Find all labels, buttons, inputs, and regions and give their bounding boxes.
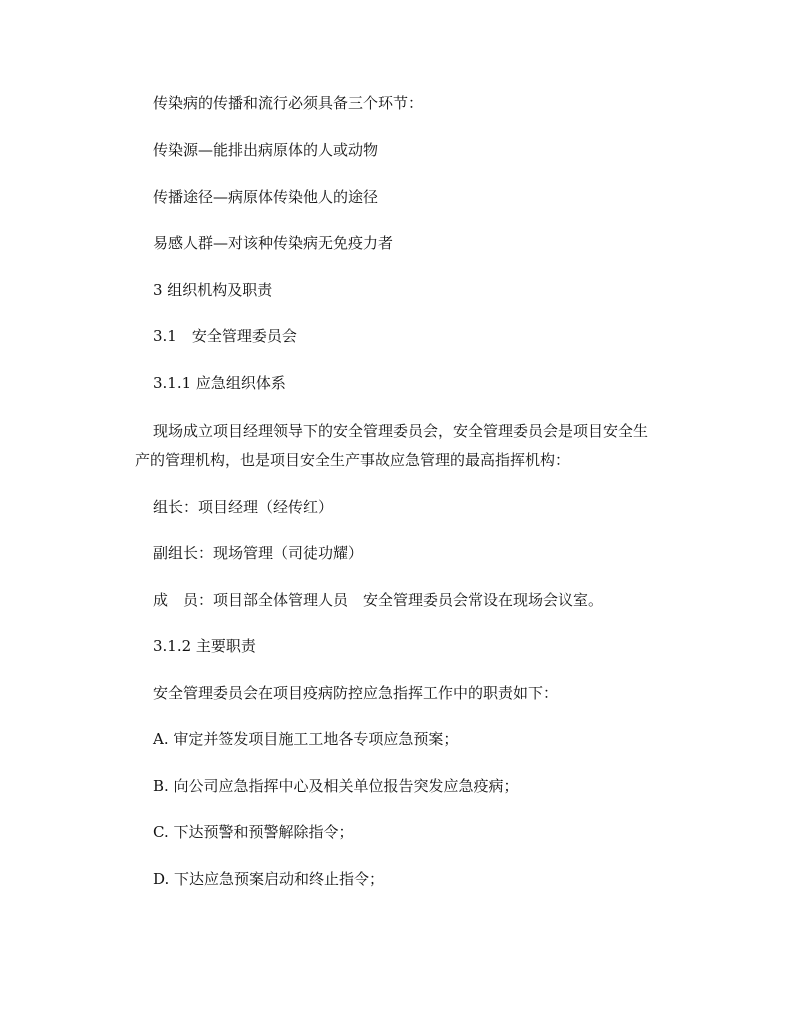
member-deputy-leader: 副组长：现场管理（司徒功耀） xyxy=(153,544,364,562)
transmission-route-line: 传播途径—病原体传染他人的途径 xyxy=(153,188,379,206)
duty-item-b: B. 向公司应急指挥中心及相关单位报告突发应急疫病； xyxy=(153,777,519,795)
duty-item-a: A. 审定并签发项目施工工地各专项应急预案； xyxy=(153,730,459,748)
committee-paragraph-line2: 产的管理机构，也是项目安全生产事故应急管理的最高指挥机构： xyxy=(135,451,571,469)
section-heading-3-1-1: 3.1.1 应急组织体系 xyxy=(153,374,286,392)
duty-item-c: C. 下达预警和预警解除指令； xyxy=(153,823,354,841)
member-staff: 成 员：项目部全体管理人员 安全管理委员会常设在现场会议室。 xyxy=(153,591,604,609)
committee-paragraph-line1: 现场成立项目经理领导下的安全管理委员会，安全管理委员会是项目安全生 xyxy=(153,422,649,440)
infection-source-line: 传染源—能排出病原体的人或动物 xyxy=(153,141,379,159)
transmission-conditions-line: 传染病的传播和流行必须具备三个环节： xyxy=(153,94,424,112)
section-heading-3-1: 3.1 安全管理委员会 xyxy=(153,327,297,345)
member-leader: 组长：项目经理（经传红） xyxy=(153,498,334,516)
section-heading-3-1-2: 3.1.2 主要职责 xyxy=(153,637,256,655)
section-heading-3: 3 组织机构及职责 xyxy=(153,281,273,299)
susceptible-population-line: 易感人群—对该种传染病无免疫力者 xyxy=(153,234,394,252)
duties-intro: 安全管理委员会在项目疫病防控应急指挥工作中的职责如下： xyxy=(153,684,559,702)
committee-paragraph xyxy=(135,417,713,475)
duty-item-d: D. 下达应急预案启动和终止指令； xyxy=(153,870,385,888)
